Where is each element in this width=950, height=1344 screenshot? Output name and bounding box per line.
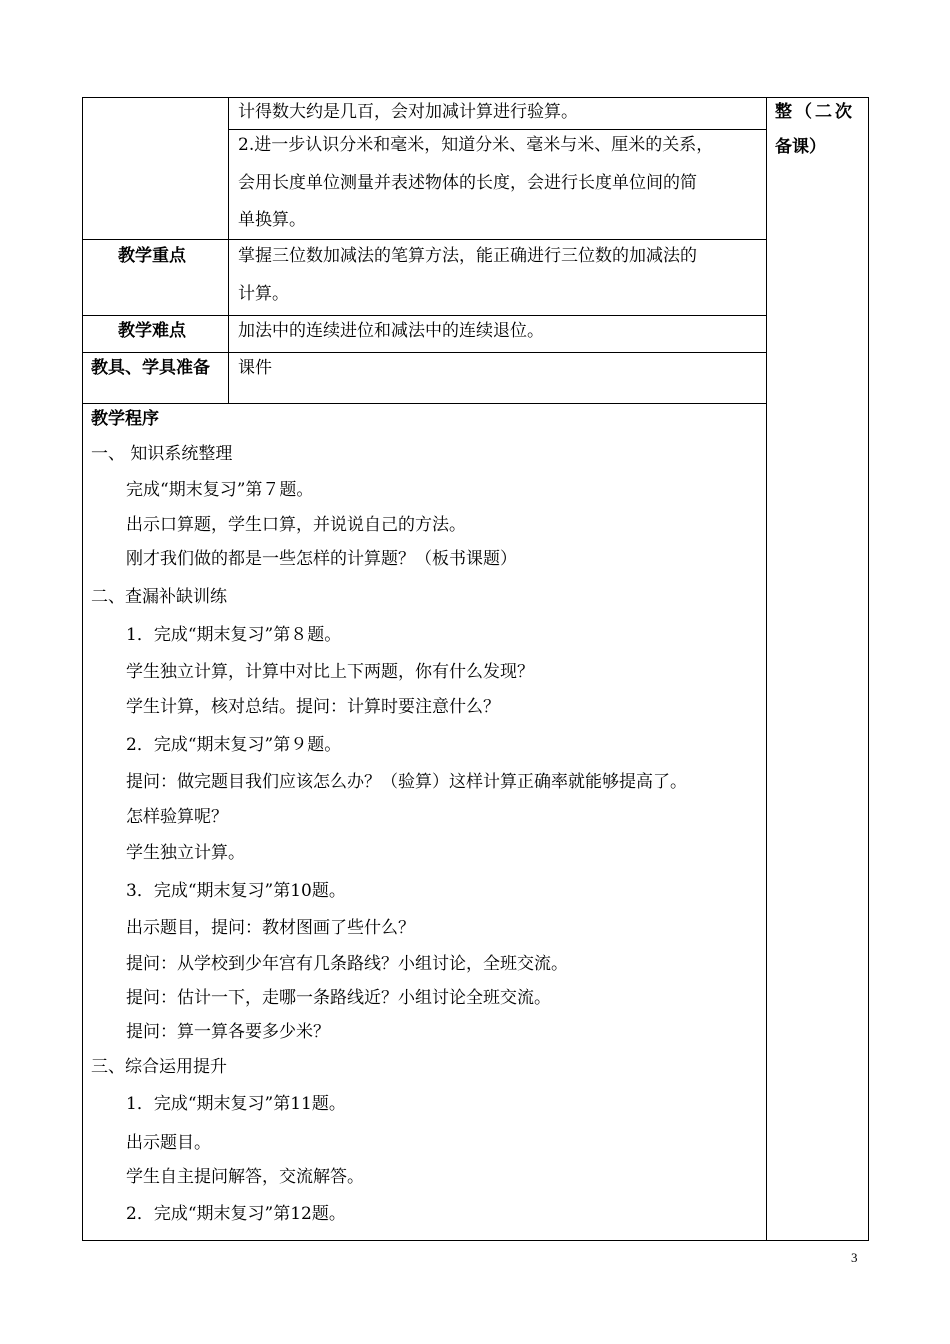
procedure-line: 学生独立计算，计算中对比上下两题，你有什么发现？ [126, 662, 534, 682]
procedure-line: 刚才我们做的都是一些怎样的计算题？（板书课题） [126, 549, 517, 569]
objective-line: 单换算。 [238, 210, 306, 230]
procedure-line: 出示口算题，学生口算，并说说自己的方法。 [126, 515, 466, 535]
procedure-line: 1．完成“期末复习”第８题。 [126, 625, 342, 645]
row-separator [82, 403, 766, 404]
key-point-label: 教学重点 [118, 246, 186, 266]
preparation-text: 课件 [238, 358, 272, 378]
side-column-heading-cont: 备课） [775, 137, 826, 157]
row-separator [82, 239, 766, 240]
procedure-line: 3．完成“期末复习”第10题。 [126, 881, 346, 901]
row-separator [82, 352, 766, 353]
objective-line: 计得数大约是几百，会对加减计算进行验算。 [238, 102, 578, 122]
procedure-line: 1．完成“期末复习”第11题。 [126, 1094, 346, 1114]
procedure-line: 完成“期末复习”第７题。 [126, 480, 314, 500]
procedure-line: 2．完成“期末复习”第12题。 [126, 1204, 346, 1224]
procedure-line: 提问：做完题目我们应该怎么办？（验算）这样计算正确率就能够提高了。 [126, 772, 687, 792]
procedure-line: 2．完成“期末复习”第９题。 [126, 735, 342, 755]
procedure-line: 学生计算，核对总结。提问：计算时要注意什么？ [126, 697, 500, 717]
objective-line: 2.进一步认识分米和毫米，知道分米、毫米与米、厘米的关系， [238, 135, 714, 155]
side-column-heading: 整（二次 [775, 102, 855, 122]
side-column-border [766, 97, 767, 1241]
procedure-line: 提问：估计一下，走哪一条路线近？小组讨论全班交流。 [126, 988, 551, 1008]
procedure-line: 出示题目。 [126, 1133, 211, 1153]
table-left-border [82, 97, 83, 1241]
row-separator [228, 129, 766, 130]
label-column-border [228, 97, 229, 404]
preparation-label: 教具、学具准备 [91, 358, 210, 378]
row-separator [82, 315, 766, 316]
procedure-line: 学生独立计算。 [126, 843, 245, 863]
key-point-text: 掌握三位数加减法的笔算方法，能正确进行三位数的加减法的 [238, 246, 697, 266]
difficult-point-label: 教学难点 [118, 321, 186, 341]
procedure-line: 怎样验算呢？ [126, 807, 228, 827]
difficult-point-text: 加法中的连续进位和减法中的连续退位。 [238, 321, 544, 341]
procedure-line: 三、综合运用提升 [91, 1057, 227, 1077]
objective-line: 会用长度单位测量并表述物体的长度，会进行长度单位间的简 [238, 173, 697, 193]
table-right-border [868, 97, 869, 1241]
procedure-title: 教学程序 [91, 409, 159, 429]
procedure-line: 出示题目，提问：教材图画了些什么？ [126, 918, 415, 938]
procedure-line: 二、查漏补缺训练 [91, 587, 227, 607]
page-number: 3 [851, 1250, 858, 1265]
table-bottom-border [82, 1240, 869, 1241]
procedure-line: 一、 知识系统整理 [91, 444, 233, 464]
procedure-line: 提问：从学校到少年宫有几条路线？小组讨论，全班交流。 [126, 954, 568, 974]
table-top-border [82, 97, 869, 98]
procedure-line: 提问：算一算各要多少米？ [126, 1022, 330, 1042]
procedure-line: 学生自主提问解答，交流解答。 [126, 1167, 364, 1187]
key-point-text: 计算。 [238, 284, 289, 304]
